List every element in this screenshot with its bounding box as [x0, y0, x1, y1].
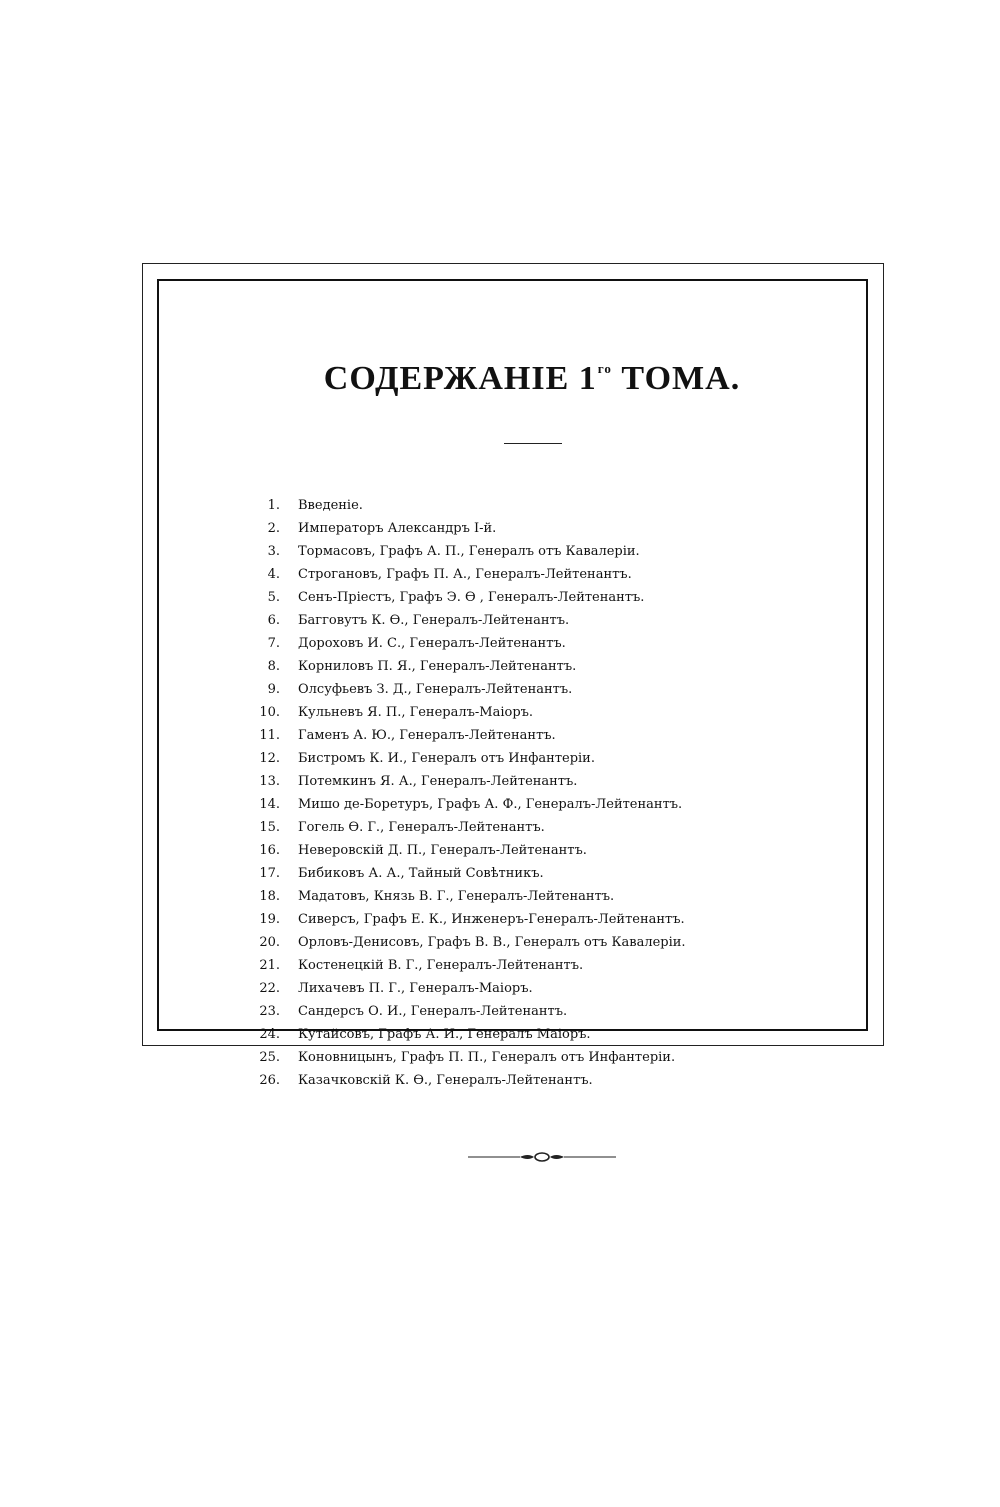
toc-entry-text: Дороховъ И. С., Генералъ-Лейтенантъ. — [298, 636, 566, 651]
toc-entry — [250, 517, 686, 540]
toc-entry-text: Сандерсъ О. И., Генералъ-Лейтенантъ. — [298, 1004, 568, 1019]
toc-entry — [250, 1000, 686, 1023]
toc-entry-text: Багговутъ К. Ѳ., Генералъ-Лейтенантъ. — [298, 613, 570, 628]
toc-entry-text: Мадатовъ, Князь В. Г., Генералъ-Лейтенантъ. — [298, 889, 615, 904]
toc-entry-number: 11. — [259, 728, 280, 743]
toc-entry-number: 13. — [259, 774, 280, 789]
toc-entry-text: Императоръ Александръ I-й. — [298, 521, 497, 536]
table-of-contents — [250, 494, 686, 1092]
toc-entry-text: Корниловъ П. Я., Генералъ-Лейтенантъ. — [298, 659, 577, 674]
toc-entry — [250, 770, 686, 793]
toc-entry — [250, 586, 686, 609]
toc-entry-text: Лихачевъ П. Г., Генералъ-Маіоръ. — [298, 981, 533, 996]
toc-entry-number: 7. — [267, 636, 280, 651]
toc-entry-text: Строгановъ, Графъ П. А., Генералъ-Лейтенантъ. — [298, 567, 632, 582]
toc-entry — [250, 701, 686, 724]
toc-entry-text: Бибиковъ А. А., Тайный Совѣтникъ. — [298, 866, 544, 881]
title-volume-number: 1 — [578, 360, 597, 397]
toc-entry-text: Сиверсъ, Графъ Е. К., Инженеръ-Генералъ-Лейтенантъ. — [298, 912, 685, 927]
toc-entry-number: 22. — [259, 981, 280, 996]
page-title — [32, 360, 1000, 398]
title-volume — [579, 360, 612, 397]
toc-entry-number: 1. — [267, 498, 280, 513]
toc-entry-number: 16. — [259, 843, 280, 858]
toc-entry — [250, 563, 686, 586]
toc-entry-text: Гаменъ А. Ю., Генералъ-Лейтенантъ. — [298, 728, 556, 743]
toc-entry — [250, 494, 686, 517]
toc-entry-number: 17. — [259, 866, 280, 881]
toc-entry-number: 24. — [259, 1027, 280, 1042]
title-end: ТОМА. — [621, 360, 741, 397]
toc-entry-number: 4. — [267, 567, 280, 582]
toc-entry-number: 12. — [259, 751, 280, 766]
toc-entry-text: Казачковскій К. Ѳ., Генералъ-Лейтенантъ. — [298, 1073, 593, 1088]
toc-entry-number: 3. — [267, 544, 280, 559]
toc-entry — [250, 954, 686, 977]
toc-entry — [250, 793, 686, 816]
toc-entry-number: 2. — [267, 521, 280, 536]
toc-entry-number: 10. — [259, 705, 280, 720]
toc-entry-text: Костенецкій В. Г., Генералъ-Лейтенантъ. — [298, 958, 584, 973]
title-rule — [504, 443, 562, 444]
toc-entry-text: Кутайсовъ, Графъ А. И., Генералъ Маіоръ. — [298, 1027, 591, 1042]
toc-entry — [250, 655, 686, 678]
toc-entry-number: 21. — [259, 958, 280, 973]
toc-entry — [250, 862, 686, 885]
toc-entry — [250, 609, 686, 632]
toc-entry-number: 19. — [259, 912, 280, 927]
toc-entry-number: 14. — [259, 797, 280, 812]
toc-entry-text: Мишо де-Боретуръ, Графъ А. Ф., Генералъ-Лейтенантъ. — [298, 797, 683, 812]
toc-entry-text: Олсуфьевъ З. Д., Генералъ-Лейтенантъ. — [298, 682, 573, 697]
toc-entry-number: 26. — [259, 1073, 280, 1088]
toc-entry-text: Введеніе. — [298, 498, 363, 513]
title-volume-superscript: го — [597, 361, 612, 376]
toc-entry-number: 6. — [267, 613, 280, 628]
toc-entry-text: Тормасовъ, Графъ А. П., Генералъ отъ Кавалеріи. — [298, 544, 640, 559]
toc-entry-text: Неверовскій Д. П., Генералъ-Лейтенантъ. — [298, 843, 587, 858]
toc-entry — [250, 931, 686, 954]
toc-entry-number: 20. — [259, 935, 280, 950]
toc-entry-number: 15. — [259, 820, 280, 835]
toc-entry — [250, 540, 686, 563]
toc-entry-text: Орловъ-Денисовъ, Графъ В. В., Генералъ отъ Кавалеріи. — [298, 935, 686, 950]
toc-entry — [250, 977, 686, 1000]
toc-entry — [250, 1069, 686, 1092]
toc-entry — [250, 1023, 686, 1046]
toc-entry — [250, 839, 686, 862]
toc-entry — [250, 908, 686, 931]
toc-entry-number: 25. — [259, 1050, 280, 1065]
toc-entry-text: Кульневъ Я. П., Генералъ-Маіоръ. — [298, 705, 534, 720]
toc-entry — [250, 816, 686, 839]
toc-entry-number: 23. — [259, 1004, 280, 1019]
toc-entry — [250, 678, 686, 701]
toc-entry — [250, 885, 686, 908]
toc-entry — [250, 747, 686, 770]
toc-entry-number: 18. — [259, 889, 280, 904]
toc-entry-text: Сенъ-Пріестъ, Графъ Э. Ѳ , Генералъ-Лейтенантъ. — [298, 590, 645, 605]
toc-entry — [250, 632, 686, 655]
ornament-divider-icon — [468, 1150, 616, 1164]
toc-entry-text: Гогель Ѳ. Г., Генералъ-Лейтенантъ. — [298, 820, 545, 835]
title-main: СОДЕРЖАНІЕ — [323, 360, 570, 397]
toc-entry-number: 8. — [267, 659, 280, 674]
toc-entry-text: Потемкинъ Я. А., Генералъ-Лейтенантъ. — [298, 774, 578, 789]
toc-entry-number: 9. — [267, 682, 280, 697]
toc-entry-number: 5. — [267, 590, 280, 605]
toc-entry-text: Бистромъ К. И., Генералъ отъ Инфантеріи. — [298, 751, 595, 766]
toc-entry — [250, 724, 686, 747]
toc-entry-text: Коновницынъ, Графъ П. П., Генералъ отъ Инфантеріи. — [298, 1050, 676, 1065]
toc-entry — [250, 1046, 686, 1069]
